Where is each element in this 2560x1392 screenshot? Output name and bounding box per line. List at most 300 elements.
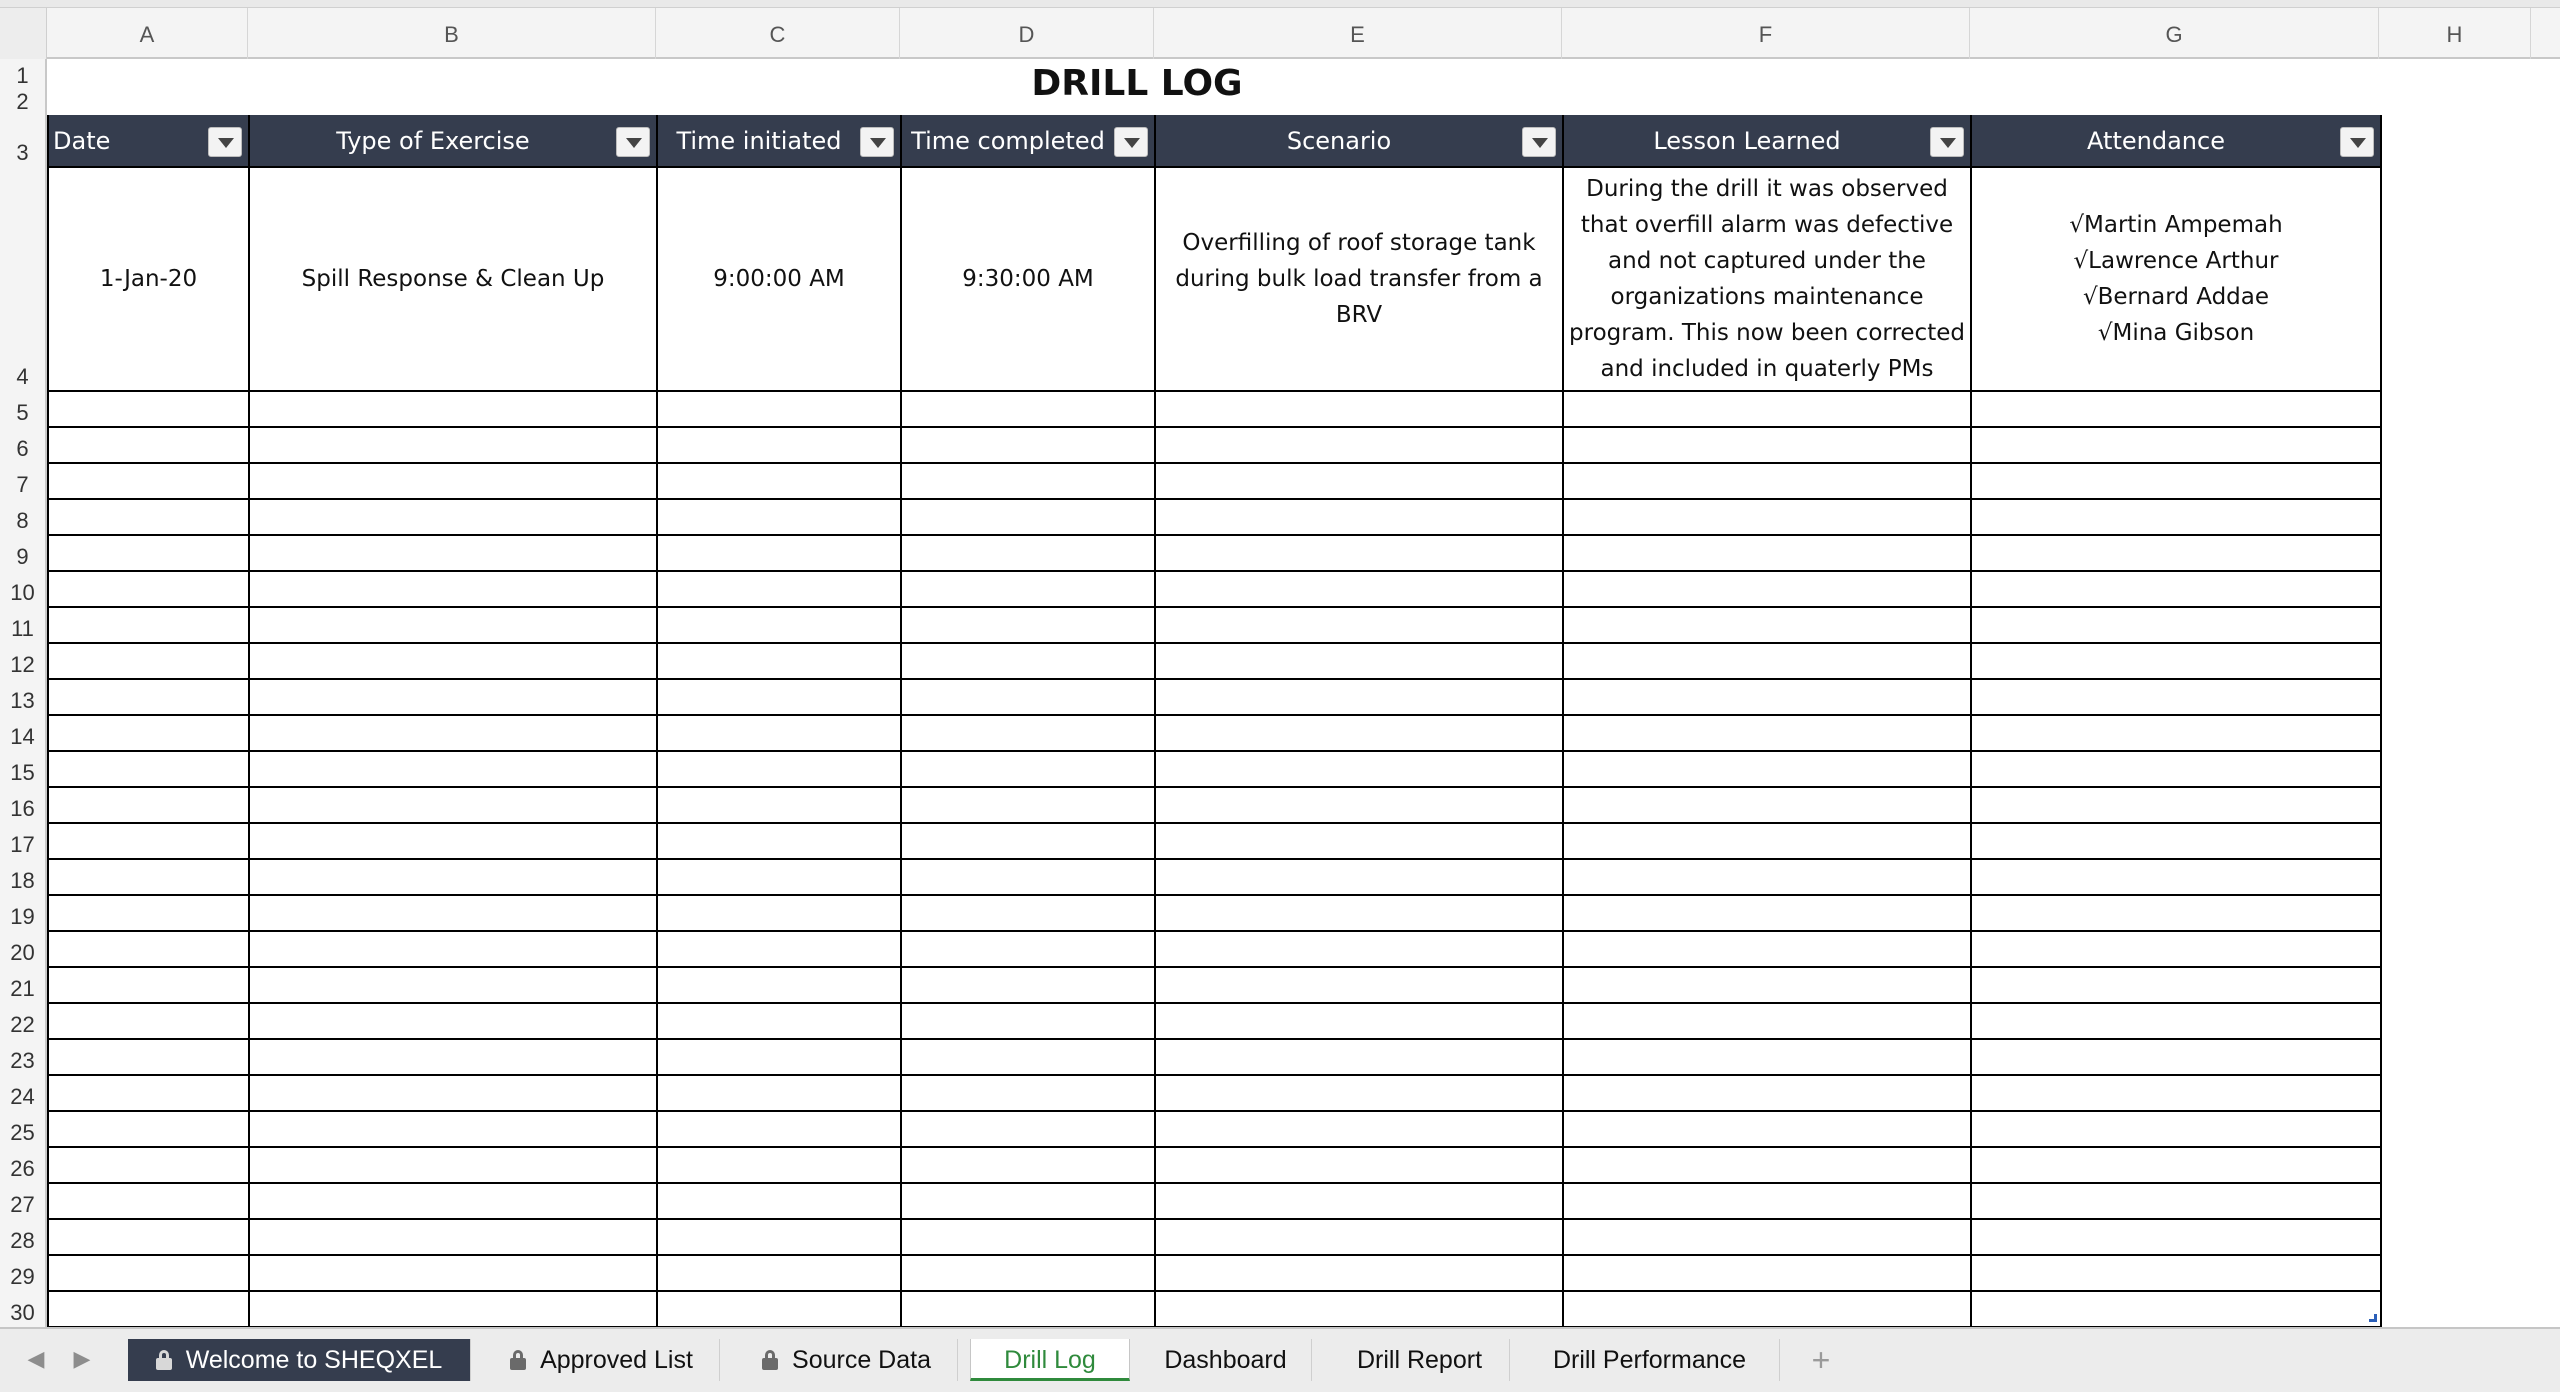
cell-type-of-exercise[interactable] [249, 643, 657, 679]
cell-time-initiated[interactable] [657, 895, 901, 931]
cell-time-completed[interactable] [901, 499, 1155, 535]
toolbar-edge [0, 0, 2560, 8]
table-row [48, 499, 2381, 535]
header-label: Scenario [1286, 126, 1392, 155]
cell-lesson-learned[interactable] [1563, 1219, 1971, 1255]
filter-dropdown-icon[interactable] [860, 127, 894, 157]
cell-date[interactable] [48, 1075, 249, 1111]
table-row [48, 463, 2381, 499]
cell-lesson-learned[interactable] [1563, 823, 1971, 859]
cell-lesson-learned[interactable] [1563, 535, 1971, 571]
cell-type-of-exercise[interactable] [249, 1003, 657, 1039]
column-header-h[interactable]: H [2379, 8, 2531, 59]
cell-time-initiated[interactable] [657, 571, 901, 607]
row-header-27[interactable]: 27 [10, 1192, 35, 1217]
cell-type-of-exercise[interactable] [249, 787, 657, 823]
cell-date[interactable] [48, 895, 249, 931]
cell-time-completed[interactable] [901, 1003, 1155, 1039]
cell-date[interactable] [48, 535, 249, 571]
table-row [48, 1291, 2381, 1327]
cell-type-of-exercise[interactable] [249, 1255, 657, 1291]
cell-lesson-learned[interactable] [1563, 751, 1971, 787]
filter-dropdown-icon[interactable] [208, 127, 242, 157]
cell-date[interactable] [48, 607, 249, 643]
table-row [48, 931, 2381, 967]
cell-time-initiated[interactable] [657, 859, 901, 895]
cell-attendance[interactable] [1971, 167, 2381, 391]
row-header-1[interactable]: 1 [16, 63, 29, 88]
column-header-d[interactable]: D [900, 8, 1154, 59]
select-all-corner[interactable] [0, 8, 47, 59]
cell-scenario[interactable] [1155, 643, 1563, 679]
cell-scenario[interactable] [1155, 967, 1563, 1003]
cell-lesson-learned[interactable] [1563, 427, 1971, 463]
cell-time-initiated[interactable] [657, 535, 901, 571]
cell-scenario[interactable] [1155, 427, 1563, 463]
row-header-20[interactable]: 20 [10, 940, 35, 965]
cell-scenario[interactable] [1155, 859, 1563, 895]
cell-attendance[interactable] [1971, 463, 2381, 499]
column-header-f[interactable]: F [1562, 8, 1970, 59]
sheet-title[interactable]: DRILL LOG [1031, 63, 1243, 104]
cell-time-completed[interactable] [901, 643, 1155, 679]
cell-date[interactable] [48, 499, 249, 535]
cell-time-completed[interactable] [901, 895, 1155, 931]
cell-date[interactable] [48, 1291, 249, 1327]
cell-lesson-learned[interactable] [1563, 499, 1971, 535]
cell-scenario[interactable] [1155, 1147, 1563, 1183]
cell-type-of-exercise[interactable] [249, 391, 657, 427]
cell-type-of-exercise[interactable] [249, 1039, 657, 1075]
cell-time-completed[interactable] [901, 463, 1155, 499]
cell-time-initiated[interactable] [657, 1075, 901, 1111]
cell-type-of-exercise[interactable] [249, 1111, 657, 1147]
cell-time-initiated[interactable] [657, 715, 901, 751]
cell-scenario[interactable] [1155, 895, 1563, 931]
table-row [48, 1075, 2381, 1111]
cell-type-of-exercise[interactable] [249, 1075, 657, 1111]
cell-date[interactable] [48, 1255, 249, 1291]
tab-label: Drill Log [1004, 1346, 1096, 1374]
cell-lesson-learned[interactable] [1563, 859, 1971, 895]
row-header-12[interactable]: 12 [10, 652, 35, 677]
cell-date[interactable] [48, 571, 249, 607]
cell-date[interactable] [48, 715, 249, 751]
column-header-g[interactable]: G [1970, 8, 2379, 59]
header-date[interactable] [48, 115, 249, 167]
cell-attendance[interactable] [1971, 1039, 2381, 1075]
cell-time-initiated[interactable] [657, 1039, 901, 1075]
cell-date[interactable] [48, 1219, 249, 1255]
table-resize-handle[interactable] [2369, 1314, 2377, 1322]
cell-attendance[interactable] [1971, 571, 2381, 607]
cell-attendance[interactable] [1971, 1183, 2381, 1219]
lock-icon [510, 1350, 526, 1370]
cell-scenario[interactable] [1155, 607, 1563, 643]
tab-label: Drill Performance [1552, 1346, 1747, 1374]
cell-scenario[interactable] [1155, 1075, 1563, 1111]
cell-attendance[interactable] [1971, 787, 2381, 823]
add-sheet-plus-icon[interactable]: + [1811, 1342, 1831, 1378]
table-row [48, 1111, 2381, 1147]
cell-time-completed[interactable] [901, 1075, 1155, 1111]
tab-approved-list[interactable] [484, 1339, 720, 1381]
cell-scenario[interactable]: Overfilling of roof storage tank during bulk load transfer from a BRV [1155, 167, 1563, 391]
table-row [48, 967, 2381, 1003]
cell-time-initiated[interactable] [657, 931, 901, 967]
table-row [48, 823, 2381, 859]
sheet-tab-bar [0, 1327, 2560, 1392]
cell-type-of-exercise[interactable] [249, 715, 657, 751]
cell-type-of-exercise[interactable] [249, 463, 657, 499]
cell-time-completed[interactable] [901, 931, 1155, 967]
row-header-5[interactable]: 5 [16, 400, 29, 425]
cell-lesson-learned[interactable] [1563, 1291, 1971, 1327]
cell-date[interactable] [48, 967, 249, 1003]
cell-lesson-learned[interactable] [1563, 643, 1971, 679]
cell-date[interactable] [48, 1039, 249, 1075]
header-type-of-exercise[interactable] [249, 115, 657, 167]
row-header-10[interactable]: 10 [10, 580, 35, 605]
filter-dropdown-icon[interactable] [1114, 127, 1148, 157]
table-row [48, 1039, 2381, 1075]
tab-label: Drill Report [1356, 1346, 1483, 1374]
cell-lesson-learned[interactable] [1563, 1255, 1971, 1291]
sheet-grid[interactable] [47, 59, 2560, 1327]
cell-attendance[interactable] [1971, 1255, 2381, 1291]
table-row [48, 679, 2381, 715]
cell-scenario[interactable] [1155, 571, 1563, 607]
header-label: Time initiated [676, 126, 842, 155]
cell-attendance[interactable] [1971, 535, 2381, 571]
cell-time-completed[interactable] [901, 571, 1155, 607]
cell-attendance[interactable] [1971, 751, 2381, 787]
cell-time-initiated[interactable] [657, 1183, 901, 1219]
tab-drill-performance[interactable] [1520, 1339, 1780, 1381]
cell-attendance[interactable] [1971, 1111, 2381, 1147]
row-header-13[interactable]: 13 [10, 688, 35, 713]
cell-type-of-exercise[interactable]: Spill Response & Clean Up [249, 167, 657, 391]
table-row [48, 535, 2381, 571]
cell-time-initiated[interactable] [657, 643, 901, 679]
column-header-c[interactable]: C [656, 8, 900, 59]
cell-date[interactable]: 1-Jan-20 [48, 167, 249, 391]
cell-lesson-learned[interactable] [1563, 571, 1971, 607]
cell-time-initiated[interactable]: 9:00:00 AM [657, 167, 901, 391]
cell-lesson-learned[interactable] [1563, 715, 1971, 751]
cell-scenario[interactable] [1155, 1219, 1563, 1255]
cell-lesson-learned[interactable] [1563, 931, 1971, 967]
cell-time-completed[interactable] [901, 535, 1155, 571]
cell-lesson-learned[interactable] [1563, 607, 1971, 643]
tab-welcome-to-sheqxel[interactable] [128, 1339, 471, 1381]
cell-time-initiated[interactable] [657, 1255, 901, 1291]
column-header-a[interactable]: A [47, 8, 248, 59]
header-label: Type of Exercise [336, 126, 530, 155]
cell-type-of-exercise[interactable] [249, 859, 657, 895]
cell-scenario[interactable] [1155, 823, 1563, 859]
table-row [48, 607, 2381, 643]
row-header-17[interactable]: 17 [10, 832, 35, 857]
table-row [48, 1183, 2381, 1219]
cell-time-initiated[interactable] [657, 499, 901, 535]
cell-type-of-exercise[interactable] [249, 823, 657, 859]
header-time-completed[interactable] [901, 115, 1155, 167]
tab-drill-report[interactable] [1330, 1339, 1510, 1381]
cell-attendance[interactable] [1971, 1219, 2381, 1255]
cell-lesson-learned[interactable]: During the drill it was observed that overfill alarm was defective and not captured under the organizations maintenance program. This now been corrected and included in quaterly PMs [1563, 167, 1971, 391]
cell-attendance[interactable] [1971, 1291, 2381, 1327]
column-header-e[interactable]: E [1154, 8, 1562, 59]
cell-time-initiated[interactable] [657, 787, 901, 823]
cell-time-initiated[interactable] [657, 607, 901, 643]
cell-type-of-exercise[interactable] [249, 571, 657, 607]
row-header-16[interactable]: 16 [10, 796, 35, 821]
row-header-30[interactable]: 30 [10, 1300, 35, 1325]
cell-date[interactable] [48, 751, 249, 787]
attendee-name: √Lawrence Arthur [2073, 248, 2279, 274]
cell-time-completed[interactable] [901, 607, 1155, 643]
cell-time-completed[interactable] [901, 1039, 1155, 1075]
cell-attendance[interactable] [1971, 499, 2381, 535]
row-header-18[interactable]: 18 [10, 868, 35, 893]
row-header-9[interactable]: 9 [16, 544, 29, 569]
cell-date[interactable] [48, 1147, 249, 1183]
cell-type-of-exercise[interactable] [249, 967, 657, 1003]
cell-time-completed[interactable] [901, 1183, 1155, 1219]
cell-time-completed[interactable] [901, 427, 1155, 463]
table-row [48, 715, 2381, 751]
cell-attendance[interactable] [1971, 643, 2381, 679]
cell-scenario[interactable] [1155, 1003, 1563, 1039]
row-header-21[interactable]: 21 [10, 976, 35, 1001]
table-row [48, 895, 2381, 931]
cell-time-completed[interactable] [901, 679, 1155, 715]
table-row [48, 1147, 2381, 1183]
table-row [48, 167, 2381, 391]
cell-time-initiated[interactable] [657, 1147, 901, 1183]
cell-lesson-learned[interactable] [1563, 1111, 1971, 1147]
cell-scenario[interactable] [1155, 787, 1563, 823]
table-row [48, 1219, 2381, 1255]
attendee-name: √Martin Ampemah [2069, 212, 2283, 238]
cell-scenario[interactable] [1155, 715, 1563, 751]
cell-date[interactable] [48, 643, 249, 679]
cell-attendance[interactable] [1971, 427, 2381, 463]
header-lesson-learned[interactable] [1563, 115, 1971, 167]
cell-time-initiated[interactable] [657, 1291, 901, 1327]
cell-time-completed[interactable] [901, 1255, 1155, 1291]
header-label: Date [53, 126, 111, 155]
row-header-19[interactable]: 19 [10, 904, 35, 929]
table-row [48, 751, 2381, 787]
cell-time-completed[interactable]: 9:30:00 AM [901, 167, 1155, 391]
cell-time-initiated[interactable] [657, 1111, 901, 1147]
cell-scenario[interactable] [1155, 1183, 1563, 1219]
cell-type-of-exercise[interactable] [249, 427, 657, 463]
cell-attendance[interactable] [1971, 1003, 2381, 1039]
cell-scenario[interactable] [1155, 751, 1563, 787]
cell-attendance[interactable] [1971, 391, 2381, 427]
cell-attendance[interactable] [1971, 859, 2381, 895]
row-header-3[interactable]: 3 [16, 140, 29, 165]
lock-icon [156, 1350, 172, 1370]
cell-time-initiated[interactable] [657, 463, 901, 499]
cell-time-completed[interactable] [901, 967, 1155, 1003]
row-header-15[interactable]: 15 [10, 760, 35, 785]
cell-attendance[interactable] [1971, 931, 2381, 967]
cell-time-initiated[interactable] [657, 1003, 901, 1039]
cell-time-initiated[interactable] [657, 679, 901, 715]
cell-time-completed[interactable] [901, 715, 1155, 751]
drill-log-table [47, 115, 2382, 1327]
cell-type-of-exercise[interactable] [249, 1219, 657, 1255]
cell-scenario[interactable] [1155, 463, 1563, 499]
cell-time-completed[interactable] [901, 1219, 1155, 1255]
cell-lesson-learned[interactable] [1563, 787, 1971, 823]
prev-sheet-arrow-icon[interactable]: ◀ [27, 1346, 45, 1371]
cell-lesson-learned[interactable] [1563, 895, 1971, 931]
cell-lesson-learned[interactable] [1563, 967, 1971, 1003]
cell-time-initiated[interactable] [657, 1219, 901, 1255]
row-header-23[interactable]: 23 [10, 1048, 35, 1073]
row-header-28[interactable]: 28 [10, 1228, 35, 1253]
cell-date[interactable] [48, 427, 249, 463]
cell-lesson-learned[interactable] [1563, 1039, 1971, 1075]
cell-time-completed[interactable] [901, 1111, 1155, 1147]
cell-scenario[interactable] [1155, 1291, 1563, 1327]
cell-lesson-learned[interactable] [1563, 679, 1971, 715]
cell-attendance[interactable] [1971, 1147, 2381, 1183]
cell-time-initiated[interactable] [657, 391, 901, 427]
cell-date[interactable] [48, 787, 249, 823]
cell-date[interactable] [48, 391, 249, 427]
row-header-2[interactable]: 2 [16, 89, 29, 114]
cell-attendance[interactable] [1971, 679, 2381, 715]
tab-source-data[interactable] [736, 1339, 958, 1381]
table-row [48, 1255, 2381, 1291]
row-header-8[interactable]: 8 [16, 508, 29, 533]
cell-time-completed[interactable] [901, 859, 1155, 895]
row-header-26[interactable]: 26 [10, 1156, 35, 1181]
cell-lesson-learned[interactable] [1563, 1003, 1971, 1039]
next-sheet-arrow-icon[interactable]: ▶ [73, 1346, 91, 1371]
cell-type-of-exercise[interactable] [249, 895, 657, 931]
cell-type-of-exercise[interactable] [249, 679, 657, 715]
attendee-name: √Bernard Addae [2082, 284, 2270, 310]
tab-label: Welcome to SHEQXEL [185, 1346, 443, 1374]
cell-date[interactable] [48, 931, 249, 967]
row-header-14[interactable]: 14 [10, 724, 35, 749]
tab-label: Source Data [792, 1346, 931, 1374]
row-header-24[interactable]: 24 [10, 1084, 35, 1109]
cell-scenario[interactable] [1155, 535, 1563, 571]
cell-date[interactable] [48, 823, 249, 859]
filter-dropdown-icon[interactable] [616, 127, 650, 157]
filter-dropdown-icon[interactable] [2340, 127, 2374, 157]
cell-time-completed[interactable] [901, 391, 1155, 427]
row-header-7[interactable]: 7 [16, 472, 29, 497]
header-label: Attendance [2087, 126, 2225, 155]
filter-dropdown-icon[interactable] [1930, 127, 1964, 157]
attendee-name: √Mina Gibson [2097, 320, 2255, 346]
cell-type-of-exercise[interactable] [249, 751, 657, 787]
cell-scenario[interactable] [1155, 931, 1563, 967]
cell-scenario[interactable] [1155, 391, 1563, 427]
row-header-6[interactable]: 6 [16, 436, 29, 461]
cell-attendance[interactable] [1971, 895, 2381, 931]
column-header-strip [0, 0, 2560, 59]
header-label: Time completed [911, 126, 1105, 155]
cell-date[interactable] [48, 679, 249, 715]
cell-time-completed[interactable] [901, 751, 1155, 787]
cell-scenario[interactable] [1155, 1111, 1563, 1147]
cell-type-of-exercise[interactable] [249, 535, 657, 571]
cell-type-of-exercise[interactable] [249, 1147, 657, 1183]
cell-time-initiated[interactable] [657, 427, 901, 463]
row-header-25[interactable]: 25 [10, 1120, 35, 1145]
filter-dropdown-icon[interactable] [1522, 127, 1556, 157]
cell-attendance[interactable] [1971, 967, 2381, 1003]
cell-attendance[interactable] [1971, 1075, 2381, 1111]
cell-date[interactable] [48, 859, 249, 895]
cell-type-of-exercise[interactable] [249, 499, 657, 535]
cell-type-of-exercise[interactable] [249, 1291, 657, 1327]
cell-time-completed[interactable] [901, 1147, 1155, 1183]
cell-time-initiated[interactable] [657, 823, 901, 859]
tab-drill-log[interactable] [970, 1339, 1130, 1381]
cell-type-of-exercise[interactable] [249, 1183, 657, 1219]
row-header-22[interactable]: 22 [10, 1012, 35, 1037]
header-scenario[interactable] [1155, 115, 1563, 167]
cell-lesson-learned[interactable] [1563, 1075, 1971, 1111]
cell-time-initiated[interactable] [657, 751, 901, 787]
cell-type-of-exercise[interactable] [249, 931, 657, 967]
cell-attendance[interactable] [1971, 715, 2381, 751]
tab-dashboard[interactable] [1140, 1339, 1312, 1381]
cell-scenario[interactable] [1155, 1039, 1563, 1075]
cell-scenario[interactable] [1155, 499, 1563, 535]
cell-time-completed[interactable] [901, 787, 1155, 823]
row-header-4[interactable]: 4 [16, 364, 29, 389]
row-header-strip [0, 59, 47, 1327]
cell-type-of-exercise[interactable] [249, 607, 657, 643]
cell-date[interactable] [48, 463, 249, 499]
cell-attendance[interactable] [1971, 607, 2381, 643]
cell-time-completed[interactable] [901, 823, 1155, 859]
cell-time-initiated[interactable] [657, 967, 901, 1003]
table-row [48, 1003, 2381, 1039]
cell-scenario[interactable] [1155, 1255, 1563, 1291]
cell-lesson-learned[interactable] [1563, 1183, 1971, 1219]
header-label: Lesson Learned [1653, 126, 1841, 155]
header-time-initiated[interactable] [657, 115, 901, 167]
cell-attendance[interactable] [1971, 823, 2381, 859]
empty-rows [48, 391, 2381, 1327]
cell-date[interactable] [48, 1183, 249, 1219]
cell-date[interactable] [48, 1003, 249, 1039]
cell-lesson-learned[interactable] [1563, 1147, 1971, 1183]
row-header-29[interactable]: 29 [10, 1264, 35, 1289]
cell-date[interactable] [48, 1111, 249, 1147]
cell-lesson-learned[interactable] [1563, 391, 1971, 427]
cell-time-completed[interactable] [901, 1291, 1155, 1327]
row-header-11[interactable]: 11 [11, 616, 34, 641]
cell-lesson-learned[interactable] [1563, 463, 1971, 499]
header-attendance[interactable] [1971, 115, 2381, 167]
column-header-b[interactable]: B [248, 8, 656, 59]
cell-scenario[interactable] [1155, 679, 1563, 715]
